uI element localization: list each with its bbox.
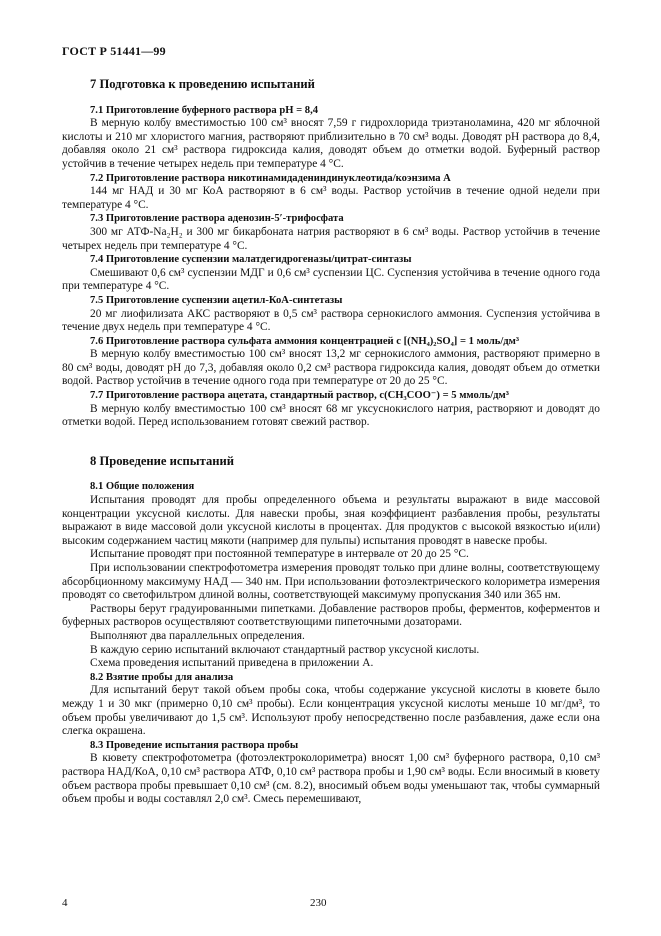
- subsection-7-4-title: 7.4 Приготовление суспензии малатдегидрогеназы/цитрат-синтазы: [90, 254, 412, 266]
- section-7-title: 7 Подготовка к проведению испытаний: [90, 77, 315, 91]
- subsection-7-1-title: 7.1 Приготовление буферного раствора pH = 8,4: [90, 104, 319, 116]
- page-number-center: 230: [310, 897, 327, 909]
- subsection-8-1-title: 8.1 Общие положения: [90, 481, 195, 493]
- subsection-8-1-para-5: Выполняют два параллельных определения.: [90, 629, 305, 642]
- subsection-7-7-text: В мерную колбу вместимостью 100 см³ вносят 68 мг уксуснокислого натрия, растворяют и доводят до отметки водой. Перед использованием готовят свежий раствор.: [62, 402, 600, 429]
- subsection-7-4-text: Смешивают 0,6 см³ суспензии МДГ и 0,6 см³ суспензии ЦС. Суспензия устойчива в течение одного года при температуре 4 °C.: [62, 266, 600, 293]
- subsection-7-5-title: 7.5 Приготовление суспензии ацетил-КоА-синтетазы: [90, 294, 343, 306]
- subsection-8-1-para-4: Растворы берут градуированными пипетками. Добавление растворов пробы, ферментов, коферментов и буферных растворов осуществляют соответствующими пипеточными дозаторами.: [62, 602, 600, 629]
- document-body: [62, 78, 600, 807]
- subsection-8-1-para-6: В каждую серию испытаний включают стандартный раствор уксусной кислоты.: [90, 643, 480, 656]
- subsection-8-2-text: Для испытаний берут такой объем пробы сока, чтобы содержание уксусной кислоты в кювете было между 1 и 30 мкг (примерно 0,10 см³ пробы). Если концентрация уксусной кислоты меньше 10 мг/дм³, то объем пробы увеличивают до 1,5 см³. Используют пробу непосредственно после разбавления, даже если она слегка окрашена.: [62, 684, 600, 738]
- subsection-7-7-title: 7.7 Приготовление раствора ацетата, стандартный раствор, c(CH₃COO⁻) = 5 ммоль/дм³: [90, 390, 509, 402]
- subsection-7-6-title: 7.6 Приготовление раствора сульфата аммония концентрацией c [(NH₄)₂SO₄] = 1 моль/дм³: [90, 335, 520, 347]
- subsection-8-1-para-3: При использовании спектрофотометра измерения проводят только при длине волны, соответствующему абсорбционному максимуму НАД — 340 нм. При использовании фотоэлектрического колориметра измерения проводят со светофильтром длиной волны, соответствующей максимуму пропускания 340 или 365 нм.: [62, 562, 600, 602]
- subsection-7-2-title: 7.2 Приготовление раствора никотинамидадениндинуклеотида/коэнзима А: [90, 172, 451, 184]
- subsection-7-5-text: 20 мг лиофилизата АКС растворяют в 0,5 см³ раствора сернокислого аммония. Суспензия устойчива в течение двух недель при температуре 4 °C.: [62, 307, 600, 334]
- section-8-title: 8 Проведение испытаний: [90, 453, 235, 468]
- subsection-8-3-text: В кювету спектрофотометра (фотоэлектроколориметра) вносят 1,00 см³ буферного раствора, 0,10 см³ раствора НАД/КоА, 0,10 см³ раствора АТФ, 0,10 см³ раствора пробы и 1,90 см³ воды. Если вносимый в кювету объем раствора пробы превышает 0,10 см³ (см. 8.2), вносимый объем воды уменьшают так, чтобы суммарный объем пробы и воды составлял 2,0 см³. Смесь перемешивают,: [62, 752, 600, 806]
- subsection-8-1-para-2: Испытание проводят при постоянной температуре в интервале от 20 до 25 °C.: [90, 548, 469, 561]
- subsection-7-1-text: В мерную колбу вместимостью 100 см³ вносят 7,59 г гидрохлорида триэтаноламина, 420 мг яблочной кислоты и 210 мг хлористого магния, растворяют приблизительно в 70 см³ воды. Доводят pH раствора до 8,4, добавляя около 21 см³ раствора гидроксида калия, доводят объем до отметки водой. Буферный раствор устойчив в течение четырех недель при температуре 4 °C.: [62, 117, 600, 170]
- subsection-7-3-text: 300 мг АТФ-Na₂H₂ и 300 мг бикарбоната натрия растворяют в 6 см³ воды. Раствор устойчив в течение четырех недель при температуре 4 °C.: [62, 225, 600, 252]
- subsection-8-1-para-1: Испытания проводят для пробы определенного объема и результаты выражают в виде массовой концентрации уксусной кислоты. Для навески пробы, зная коэффициент разбавления пробы, результаты выражают в виде массовой доли уксусной кислоты в процентах. Для продуктов с высокой вязкостью и(или) высоким содержанием частиц мякоти (например для пульпы) испытания проводят в навеске пробы.: [62, 494, 600, 547]
- subsection-7-6-text: В мерную колбу вместимостью 100 см³ вносят 13,2 мг сернокислого аммония, растворяют примерно в 80 см³ воды, доводят pH до 7,3, добавляя около 0,2 см³ раствора гидроксида калия, доводят объем до отметки водой. Раствор устойчив в течение одного года при температуре от 20 до 25 °C.: [62, 348, 600, 388]
- subsection-7-2-text: 144 мг НАД и 30 мг КоА растворяют в 6 см³ воды. Раствор устойчив в течение одной недели при температуре 4 °C.: [62, 185, 600, 211]
- subsection-8-3-title: 8.3 Проведение испытания раствора пробы: [90, 739, 299, 751]
- subsection-8-1-para-7: Схема проведения испытаний приведена в приложении А.: [90, 657, 374, 670]
- document-header: ГОСТ Р 51441—99: [62, 44, 166, 58]
- subsection-7-3-title: 7.3 Приготовление раствора аденозин-5′-трифосфата: [90, 213, 344, 225]
- page-number-left: 4: [62, 897, 68, 909]
- section-spacer: [62, 430, 600, 455]
- subsection-8-2-title: 8.2 Взятие пробы для анализа: [90, 671, 234, 683]
